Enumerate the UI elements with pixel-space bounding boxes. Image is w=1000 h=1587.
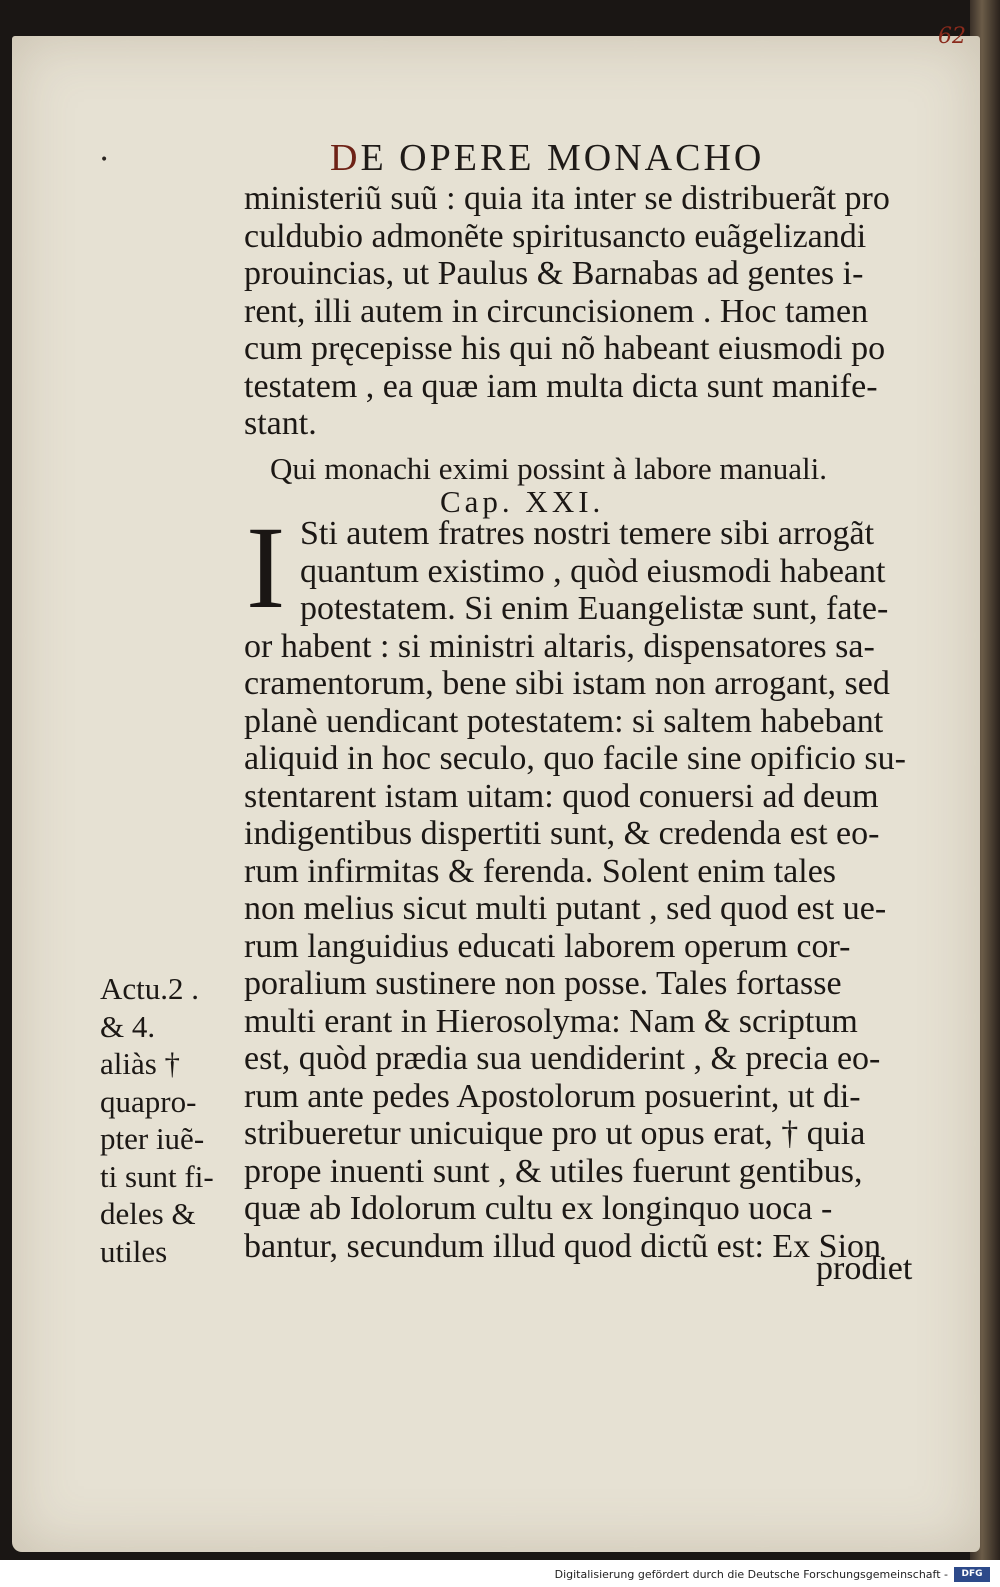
text-line: cramentorum, bene sibi istam non arrogant, sed [244, 665, 890, 702]
text-line: non melius sicut multi putant , sed quod est ue- [244, 890, 887, 927]
margin-note-line: aliàs † [100, 1046, 181, 1081]
text-line: prouincias, ut Paulus & Barnabas ad gentes i- [244, 255, 864, 292]
text-line: Sti autem fratres nostri temere sibi arrogãt [300, 515, 875, 552]
text-line: aliquid in hoc seculo, quo facile sine opificio su- [244, 740, 906, 777]
opening-paragraph [244, 180, 934, 443]
text-line: poralium sustinere non posse. Tales fortasse [244, 965, 842, 1002]
margin-note-line: deles & [100, 1196, 196, 1231]
margin-dot: • [100, 152, 109, 168]
chapter-body [244, 515, 906, 1265]
text-line: rum ante pedes Apostolorum posuerint, ut di- [244, 1077, 861, 1115]
dfg-logo-icon: DFG [954, 1567, 990, 1582]
page-corner-number: 62 [938, 24, 966, 49]
margin-note-line: & 4. [100, 1008, 156, 1044]
text-line: stentarent istam uitam: quod conuersi ad deum [244, 777, 879, 815]
chapter-title: Qui monachi eximi possint à labore manuali. [270, 451, 828, 486]
text-line: planè uendicant potestatem: si saltem habebant [244, 702, 884, 740]
margin-note-line: utiles [100, 1233, 168, 1269]
drop-cap: I [246, 502, 286, 633]
running-head [330, 136, 764, 180]
margin-note-line: ti sunt fi- [100, 1158, 214, 1194]
text-line: indigentibus dispertiti sunt, & credenda est eo- [244, 815, 880, 852]
margin-note-line: pter iuẽ- [100, 1121, 205, 1156]
funding-credit: Digitalisierung gefördert durch die Deutsche Forschungsgemeinschaft - [554, 1568, 948, 1581]
text-line: stant. [244, 405, 317, 442]
text-line: quæ ab Idolorum cultu ex longinquo uoca - [244, 1190, 833, 1227]
running-head-rest: E OPERE MONACHO [360, 137, 765, 179]
margin-note-line: Actu.2 . [100, 971, 200, 1006]
text-line: stribueretur unicuique pro ut opus erat, † quia [244, 1115, 866, 1152]
text-line: quantum existimo , quòd eiusmodi habeant [300, 552, 886, 590]
chapter-number: Cap. XXI. [440, 484, 605, 519]
text-line: rum languidius educati laborem operum cor- [244, 927, 851, 965]
text-line: cum pręcepisse his qui nõ habeant eiusmodi po [244, 330, 886, 367]
text-line: ministeriũ suũ : quia ita inter se distribuerãt pro [244, 180, 890, 217]
margin-note-line: quapro- [100, 1083, 197, 1119]
text-line: potestatem. Si enim Euangelistæ sunt, fate- [300, 590, 889, 627]
text-line: culdubio admonẽte spiritusancto euãgelizandi [244, 217, 867, 255]
text-line: rum infirmitas & ferenda. Solent enim tales [244, 852, 837, 890]
catchword: prodiet [816, 1250, 913, 1287]
text-line: multi erant in Hierosolyma: Nam & scriptum [244, 1002, 858, 1040]
text-line: bantur, secundum illud quod dictũ est: Ex Sion [244, 1227, 882, 1265]
text-line: testatem , ea quæ iam multa dicta sunt manife- [244, 367, 878, 405]
margin-note [100, 970, 214, 1270]
text-line: or habent : si ministri altaris, dispensatores sa- [244, 627, 875, 665]
text-line: prope inuenti sunt , & utiles fuerunt gentibus, [244, 1152, 863, 1190]
text-line: rent, illi autem in circuncisionem . Hoc tamen [244, 292, 869, 330]
text-line: est, quòd prædia sua uendiderint , & precia eo- [244, 1040, 881, 1077]
running-head-initial: D [330, 137, 361, 179]
